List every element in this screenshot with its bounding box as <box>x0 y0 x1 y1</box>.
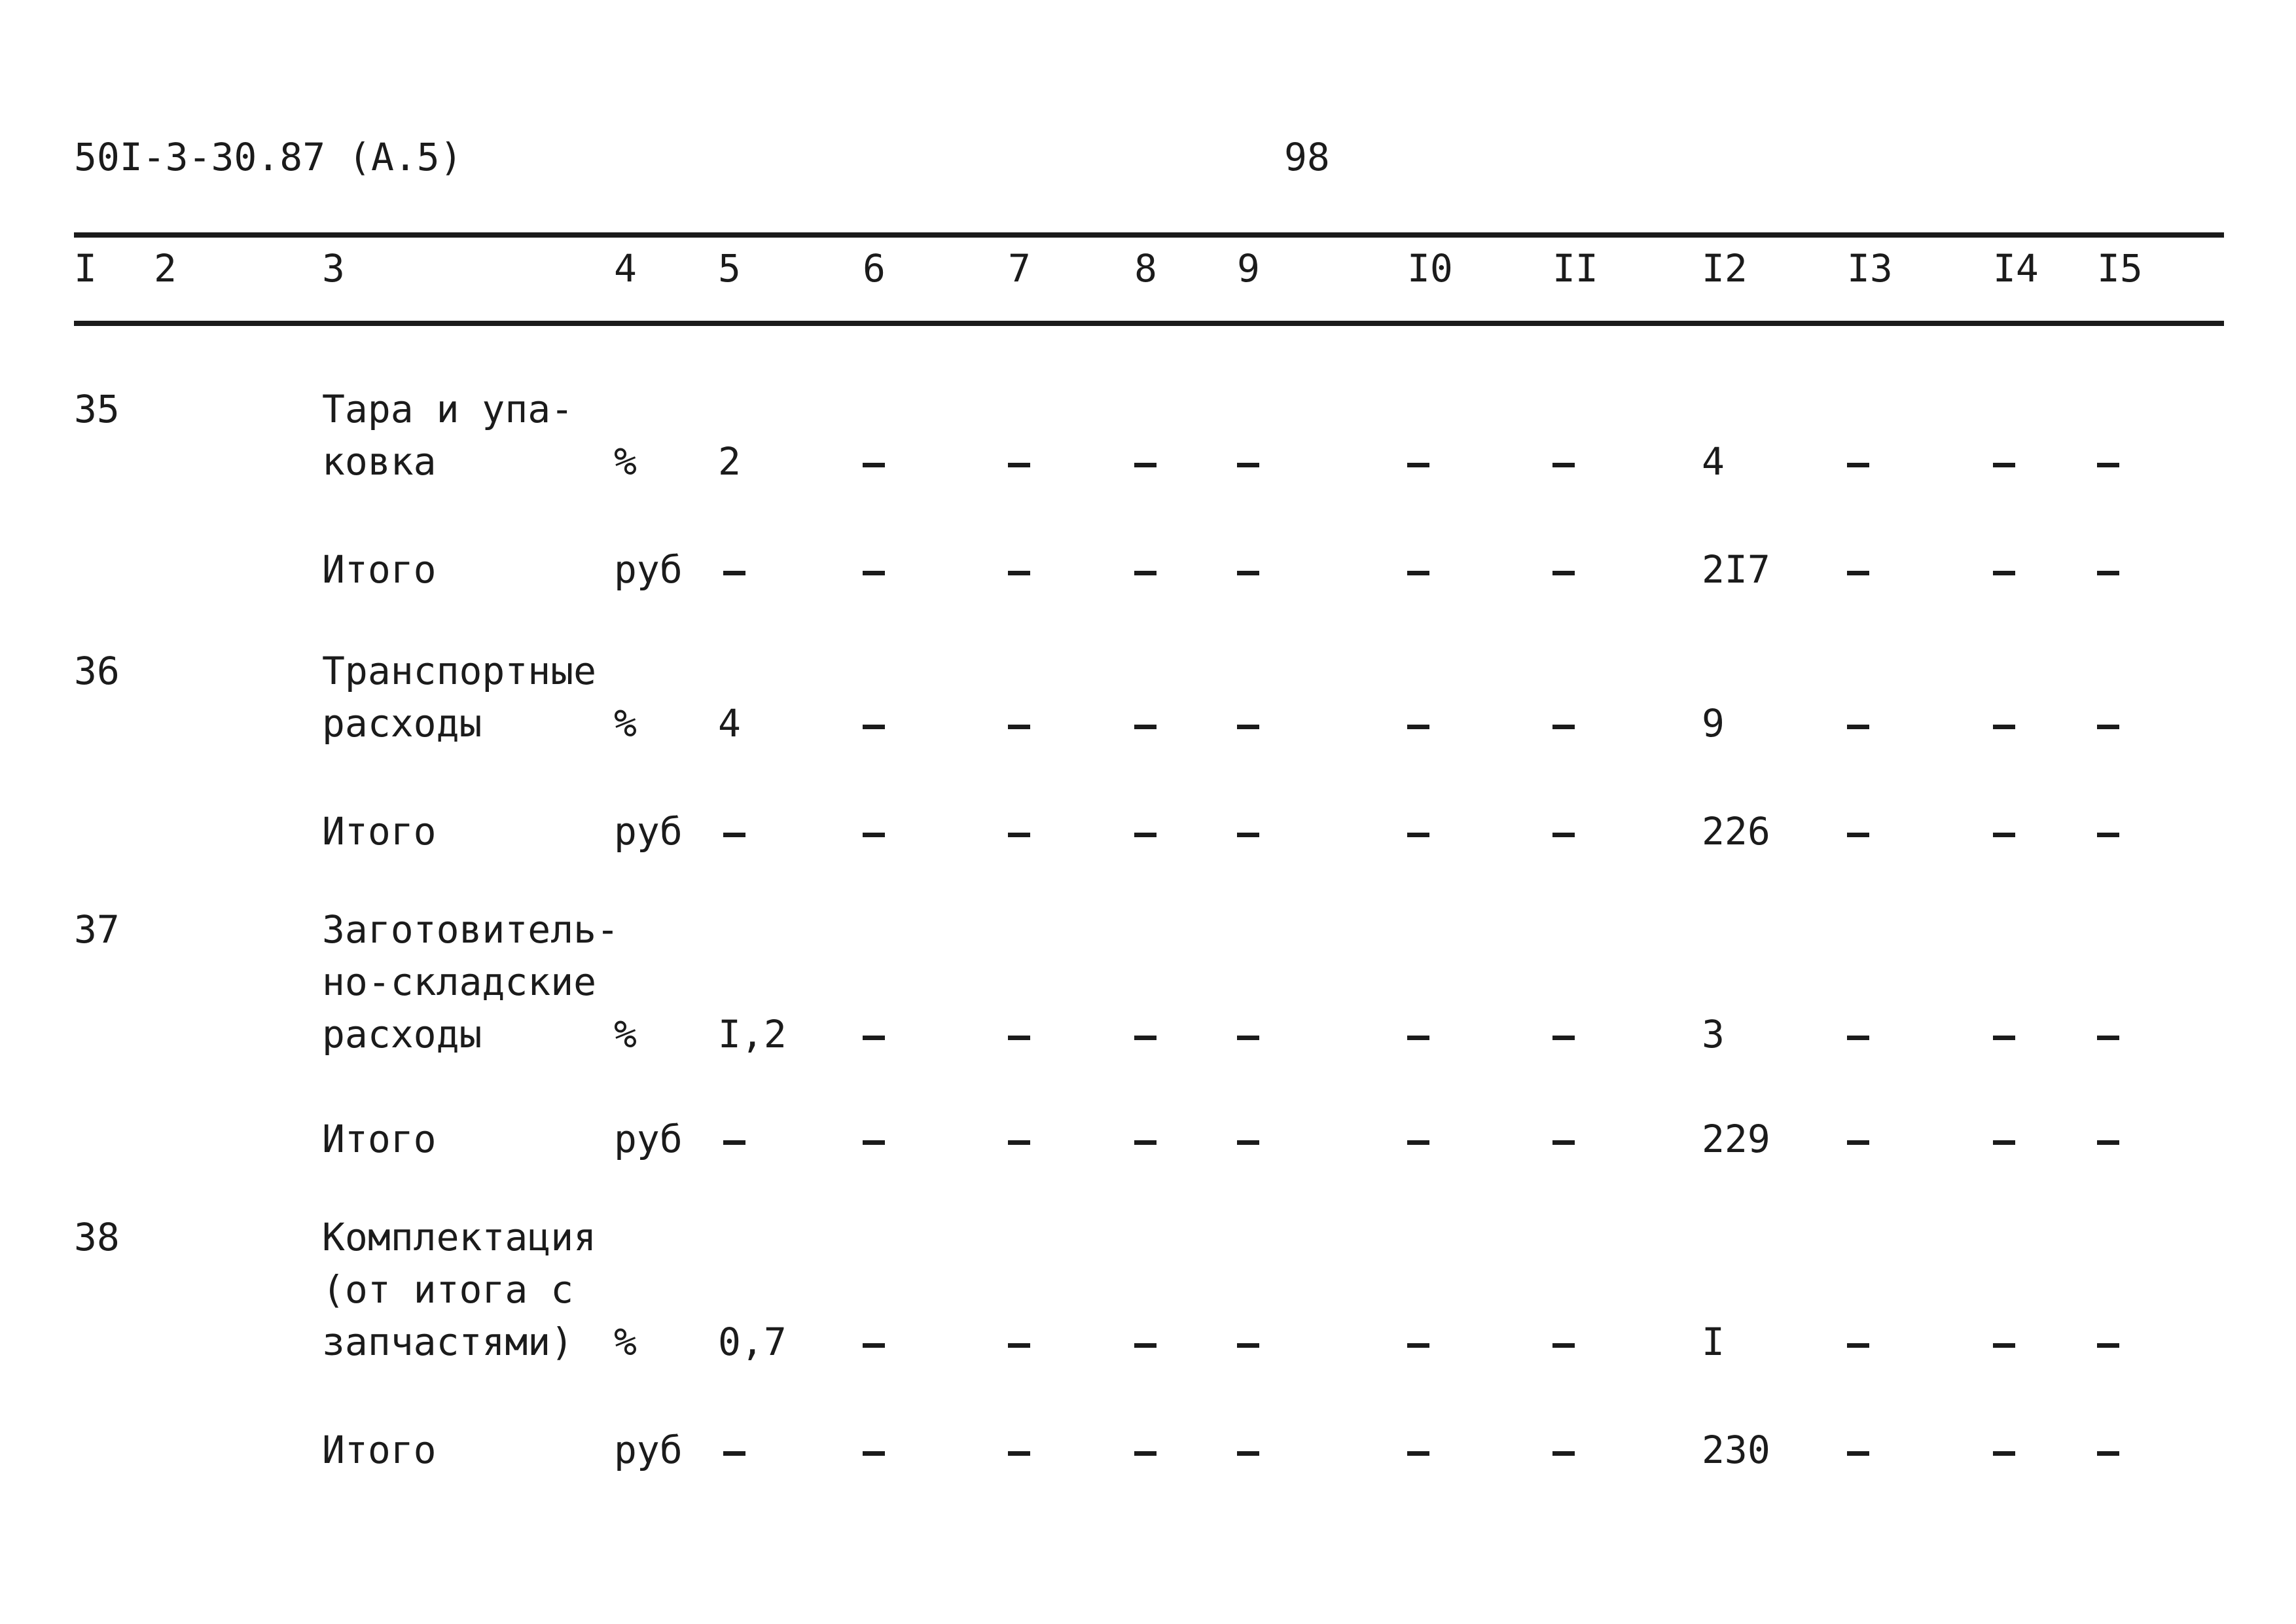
value-cell: I <box>1702 1320 1725 1364</box>
dash-mark <box>1237 1140 1259 1145</box>
dash-mark <box>1552 463 1575 467</box>
dash-mark <box>723 833 745 837</box>
dash-mark <box>863 1451 885 1456</box>
column-header: 7 <box>1008 246 1031 291</box>
dash-mark <box>1847 571 1869 575</box>
table-header-rule <box>74 321 2224 326</box>
item-name-line: Итого <box>322 1428 437 1472</box>
value-cell: 4 <box>1702 439 1725 484</box>
dash-mark <box>1407 1451 1429 1456</box>
dash-mark <box>2097 571 2119 575</box>
dash-mark <box>1008 1343 1030 1348</box>
dash-mark <box>1134 463 1157 467</box>
unit-cell: руб <box>614 1117 683 1161</box>
value-cell: I,2 <box>718 1012 787 1056</box>
dash-mark <box>1847 463 1869 467</box>
unit-cell: % <box>614 1320 637 1364</box>
item-name-line: Тара и упа- <box>322 387 574 431</box>
dash-mark <box>2097 1451 2119 1456</box>
dash-mark <box>1008 571 1030 575</box>
item-name-line: расходы <box>322 1012 482 1056</box>
column-header: 8 <box>1134 246 1157 291</box>
dash-mark <box>1552 1451 1575 1456</box>
dash-mark <box>1134 725 1157 729</box>
item-name-line: (от итога с <box>322 1267 574 1312</box>
row-number: 38 <box>74 1215 120 1259</box>
item-name-line: Итого <box>322 547 437 592</box>
dash-mark <box>1237 1451 1259 1456</box>
column-header: 6 <box>863 246 886 291</box>
dash-mark <box>1407 1140 1429 1145</box>
column-header: I4 <box>1993 246 2039 291</box>
document-code: 50I-3-30.87 (А.5) <box>74 135 463 179</box>
item-name-line: Транспортные <box>322 649 597 693</box>
dash-mark <box>1993 725 2015 729</box>
dash-mark <box>1847 725 1869 729</box>
dash-mark <box>1134 1140 1157 1145</box>
column-header: I2 <box>1702 246 1748 291</box>
dash-mark <box>1552 571 1575 575</box>
dash-mark <box>1993 1451 2015 1456</box>
unit-cell: % <box>614 439 637 484</box>
dash-mark <box>1407 1036 1429 1040</box>
dash-mark <box>2097 463 2119 467</box>
value-cell: 226 <box>1702 809 1770 854</box>
value-cell: 2 <box>718 439 741 484</box>
dash-mark <box>1134 1451 1157 1456</box>
dash-mark <box>1237 833 1259 837</box>
value-cell: 9 <box>1702 701 1725 746</box>
dash-mark <box>863 1036 885 1040</box>
value-cell: 3 <box>1702 1012 1725 1056</box>
dash-mark <box>1008 833 1030 837</box>
item-name-line: ковка <box>322 439 437 484</box>
dash-mark <box>1407 725 1429 729</box>
dash-mark <box>1237 571 1259 575</box>
dash-mark <box>1993 833 2015 837</box>
table-top-rule <box>74 232 2224 238</box>
dash-mark <box>1008 1451 1030 1456</box>
row-number: 35 <box>74 387 120 431</box>
dash-mark <box>2097 1140 2119 1145</box>
column-header: 4 <box>614 246 637 291</box>
column-header: I0 <box>1407 246 1453 291</box>
unit-cell: % <box>614 701 637 746</box>
dash-mark <box>1237 463 1259 467</box>
dash-mark <box>1407 1343 1429 1348</box>
dash-mark <box>1847 1036 1869 1040</box>
row-number: 36 <box>74 649 120 693</box>
dash-mark <box>863 1140 885 1145</box>
unit-cell: руб <box>614 809 683 854</box>
column-header: I3 <box>1847 246 1893 291</box>
column-header: II <box>1552 246 1598 291</box>
dash-mark <box>723 571 745 575</box>
value-cell: 230 <box>1702 1428 1770 1472</box>
value-cell: 4 <box>718 701 741 746</box>
dash-mark <box>1407 463 1429 467</box>
item-name-line: расходы <box>322 701 482 746</box>
page-number: 98 <box>1284 135 1330 179</box>
dash-mark <box>2097 833 2119 837</box>
dash-mark <box>1134 571 1157 575</box>
item-name-line: но-складские <box>322 960 597 1004</box>
dash-mark <box>723 1451 745 1456</box>
dash-mark <box>1008 1036 1030 1040</box>
dash-mark <box>1552 833 1575 837</box>
item-name-line: Итого <box>322 809 437 854</box>
dash-mark <box>1552 1036 1575 1040</box>
dash-mark <box>1407 571 1429 575</box>
dash-mark <box>1847 1140 1869 1145</box>
dash-mark <box>1237 725 1259 729</box>
dash-mark <box>1407 833 1429 837</box>
dash-mark <box>2097 1036 2119 1040</box>
dash-mark <box>1847 1451 1869 1456</box>
column-header: I <box>74 246 97 291</box>
dash-mark <box>1552 1343 1575 1348</box>
dash-mark <box>863 571 885 575</box>
dash-mark <box>863 463 885 467</box>
dash-mark <box>1134 1343 1157 1348</box>
item-name-line: запчастями) <box>322 1320 574 1364</box>
dash-mark <box>1847 833 1869 837</box>
row-number: 37 <box>74 907 120 952</box>
unit-cell: руб <box>614 547 683 592</box>
value-cell: 2I7 <box>1702 547 1770 592</box>
dash-mark <box>1552 725 1575 729</box>
dash-mark <box>863 725 885 729</box>
dash-mark <box>2097 1343 2119 1348</box>
column-header: 3 <box>322 246 345 291</box>
dash-mark <box>863 1343 885 1348</box>
dash-mark <box>1237 1036 1259 1040</box>
column-header: 9 <box>1237 246 1260 291</box>
column-header: 2 <box>154 246 177 291</box>
dash-mark <box>1008 725 1030 729</box>
dash-mark <box>1993 571 2015 575</box>
item-name-line: Комплектация <box>322 1215 597 1259</box>
dash-mark <box>1237 1343 1259 1348</box>
dash-mark <box>1552 1140 1575 1145</box>
value-cell: 229 <box>1702 1117 1770 1161</box>
dash-mark <box>1847 1343 1869 1348</box>
item-name-line: Заготовитель- <box>322 907 619 952</box>
dash-mark <box>1993 1140 2015 1145</box>
dash-mark <box>1993 1036 2015 1040</box>
value-cell: 0,7 <box>718 1320 787 1364</box>
dash-mark <box>863 833 885 837</box>
dash-mark <box>2097 725 2119 729</box>
dash-mark <box>1134 1036 1157 1040</box>
dash-mark <box>1008 1140 1030 1145</box>
unit-cell: % <box>614 1012 637 1056</box>
unit-cell: руб <box>614 1428 683 1472</box>
dash-mark <box>1008 463 1030 467</box>
dash-mark <box>723 1140 745 1145</box>
dash-mark <box>1993 1343 2015 1348</box>
column-header: I5 <box>2097 246 2143 291</box>
dash-mark <box>1993 463 2015 467</box>
dash-mark <box>1134 833 1157 837</box>
item-name-line: Итого <box>322 1117 437 1161</box>
column-header: 5 <box>718 246 741 291</box>
